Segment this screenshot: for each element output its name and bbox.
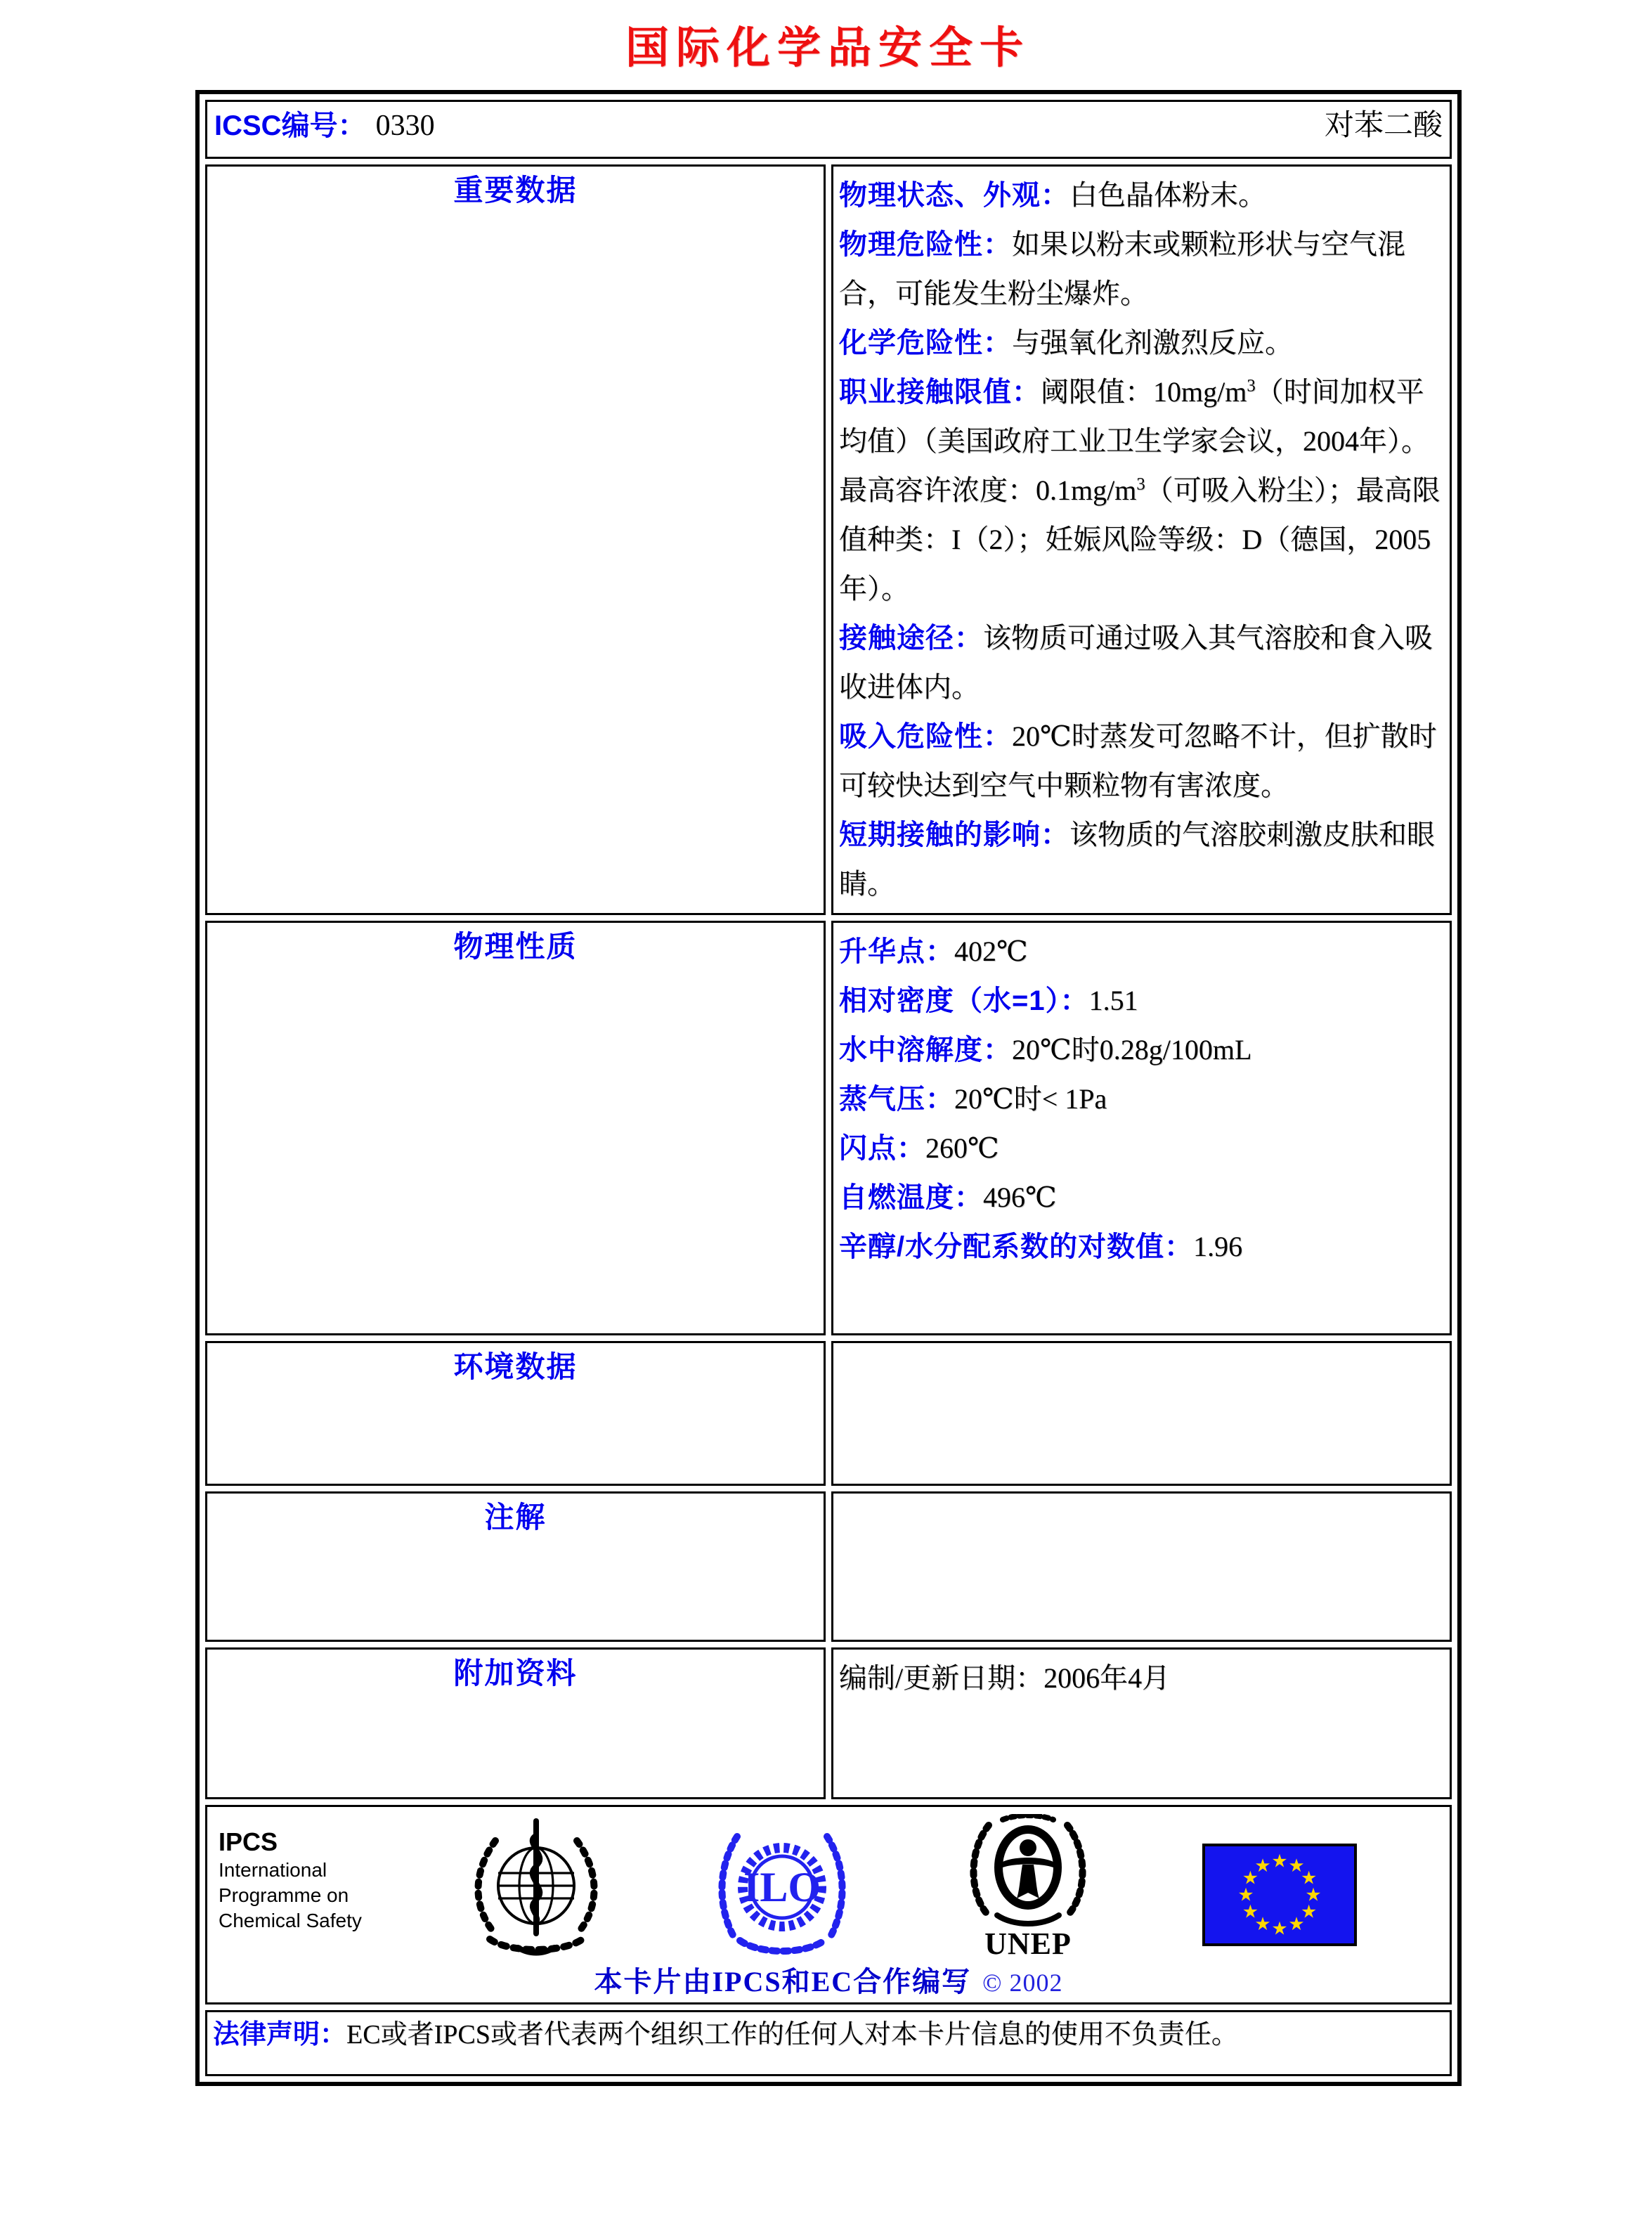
field-value: 编制/更新日期：2006年4月 [839,1662,1171,1694]
eu-star: ★ [1305,1884,1322,1905]
text-line [839,318,1443,368]
text-line [839,1025,1443,1075]
ilo-letters: ILO [743,1864,821,1910]
text-line [839,368,1443,614]
eu-flag-icon [1202,1844,1357,1946]
card-body [205,100,1452,2076]
header-cell [205,100,1452,159]
unep-logo [961,1814,1095,1961]
text-line [839,712,1443,810]
eu-star: ★ [1242,1901,1259,1922]
field-value: 496℃ [983,1181,1057,1213]
ipcs-subtitle-line1: International [219,1859,327,1881]
credit-line [207,1960,1450,2000]
text-line [839,810,1443,909]
eu-star: ★ [1300,1867,1318,1889]
eu-star: ★ [1271,1918,1288,1939]
text-line [839,976,1443,1025]
field-label: 短期接触的影响： [839,820,1069,850]
ilo-logo-icon [712,1817,852,1957]
section-content-environmental-data [831,1341,1452,1486]
logos-cell [205,1805,1452,2004]
page-title: 国际化学品安全卡 [625,24,1030,72]
field-value: 如果以粉末或颗粒形状与空气混合，可能发生粉尘爆炸。 [839,228,1405,309]
field-value: （时间加权平均值）（美国政府工业卫生学家会议，2004年）。最高容许浓度：0.1mg/m [839,376,1429,506]
legal-text: EC或者IPCS或者代表两个组织工作的任何人对本卡片信息的使用不负责任。 [346,2020,1238,2049]
field-value: （可吸入粉尘）；最高限值种类：I（2）；妊娠风险等级：D（德国，2005年）。 [839,474,1440,604]
section-row-notes [205,1491,1452,1642]
ipcs-title: IPCS [219,1827,278,1856]
eu-star: ★ [1237,1884,1254,1905]
icsc-number-value: 0330 [375,109,435,142]
superscript: 3 [1247,376,1256,396]
eu-star: ★ [1254,1855,1271,1876]
credit-text: 本卡片由IPCS和EC合作编写 [594,1966,972,1997]
ipcs-text-block [219,1827,362,1934]
text-line [839,1173,1443,1222]
field-label: 接触途径： [839,623,983,654]
section-row-physical-properties [205,921,1452,1335]
field-value: 该物质可通过吸入其气溶胶和食入吸收进体内。 [839,622,1433,703]
eu-star: ★ [1300,1901,1318,1922]
eu-star: ★ [1254,1914,1271,1934]
legal-row [205,2010,1452,2076]
ipcs-subtitle-line2: Programme on [219,1884,349,1906]
icsc-number-label: ICSC编号： [214,110,366,141]
field-value: 20℃时0.28g/100mL [1012,1034,1252,1066]
header-row [205,100,1452,159]
field-label: 自燃温度： [839,1182,983,1213]
unep-logo-icon [961,1814,1095,1926]
text-line [839,1124,1443,1173]
field-label: 相对密度（水=1）： [839,985,1089,1016]
section-label-additional-info: 附加资料 [205,1647,826,1799]
text-line [839,1222,1443,1271]
field-value: 1.51 [1088,985,1138,1016]
text-line [839,1075,1443,1124]
logos-row [205,1805,1452,2004]
field-value: 20℃时蒸发可忽略不计，但扩散时可较快达到空气中颗粒物有害浓度。 [839,720,1437,801]
field-value: 402℃ [954,935,1028,967]
text-line [839,927,1443,976]
field-value: 白色晶体粉末。 [1069,179,1266,211]
field-label: 辛醇/水分配系数的对数值： [839,1231,1194,1262]
field-label: 物理状态、外观： [839,180,1069,211]
section-row-additional-info [205,1647,1452,1799]
field-label: 升华点： [839,936,954,967]
eu-star: ★ [1288,1914,1305,1934]
section-content-notes [831,1491,1452,1642]
field-value: 1.96 [1193,1231,1243,1262]
field-value: 20℃时< 1Pa [954,1083,1107,1115]
section-label-notes: 注解 [205,1491,826,1642]
ipcs-subtitle-line3: Chemical Safety [219,1910,362,1931]
text-line [839,614,1443,712]
section-content-important-data [831,164,1452,915]
eu-star: ★ [1242,1867,1259,1889]
field-value: 阈限值：10mg/m [1041,376,1247,408]
icsc-number-group [214,103,435,143]
field-label: 水中溶解度： [839,1035,1012,1066]
unep-wordmark: UNEP [984,1926,1072,1961]
text-line [839,1654,1443,1703]
who-logo-icon [464,1813,608,1963]
field-label: 闪点： [839,1133,925,1164]
field-label: 化学危险性： [839,328,1012,358]
section-content-physical-properties [831,921,1452,1335]
copyright-text: © 2002 [982,1969,1063,1997]
chemical-name: 对苯二酸 [1324,110,1443,142]
section-content-additional-info [831,1647,1452,1799]
eu-star: ★ [1288,1855,1305,1876]
section-row-important-data [205,164,1452,915]
section-label-physical-properties: 物理性质 [205,921,826,1335]
icsc-card-table [195,90,1462,2086]
field-label: 吸入危险性： [839,721,1012,752]
section-row-environmental-data [205,1341,1452,1486]
legal-cell [205,2010,1452,2076]
eu-star: ★ [1271,1851,1288,1872]
superscript: 3 [1136,474,1145,494]
field-value: 260℃ [925,1132,999,1164]
field-label: 蒸气压： [839,1084,954,1115]
field-value: 该物质的气溶胶刺激皮肤和眼睛。 [839,819,1435,900]
section-label-important-data: 重要数据 [205,164,826,915]
section-label-environmental-data: 环境数据 [205,1341,826,1486]
text-line [839,171,1443,220]
field-label: 物理危险性： [839,229,1012,260]
text-line [839,220,1443,318]
field-label: 职业接触限值： [839,377,1041,408]
field-value: 与强氧化剂激烈反应。 [1012,327,1293,358]
legal-label: 法律声明： [213,2020,347,2049]
